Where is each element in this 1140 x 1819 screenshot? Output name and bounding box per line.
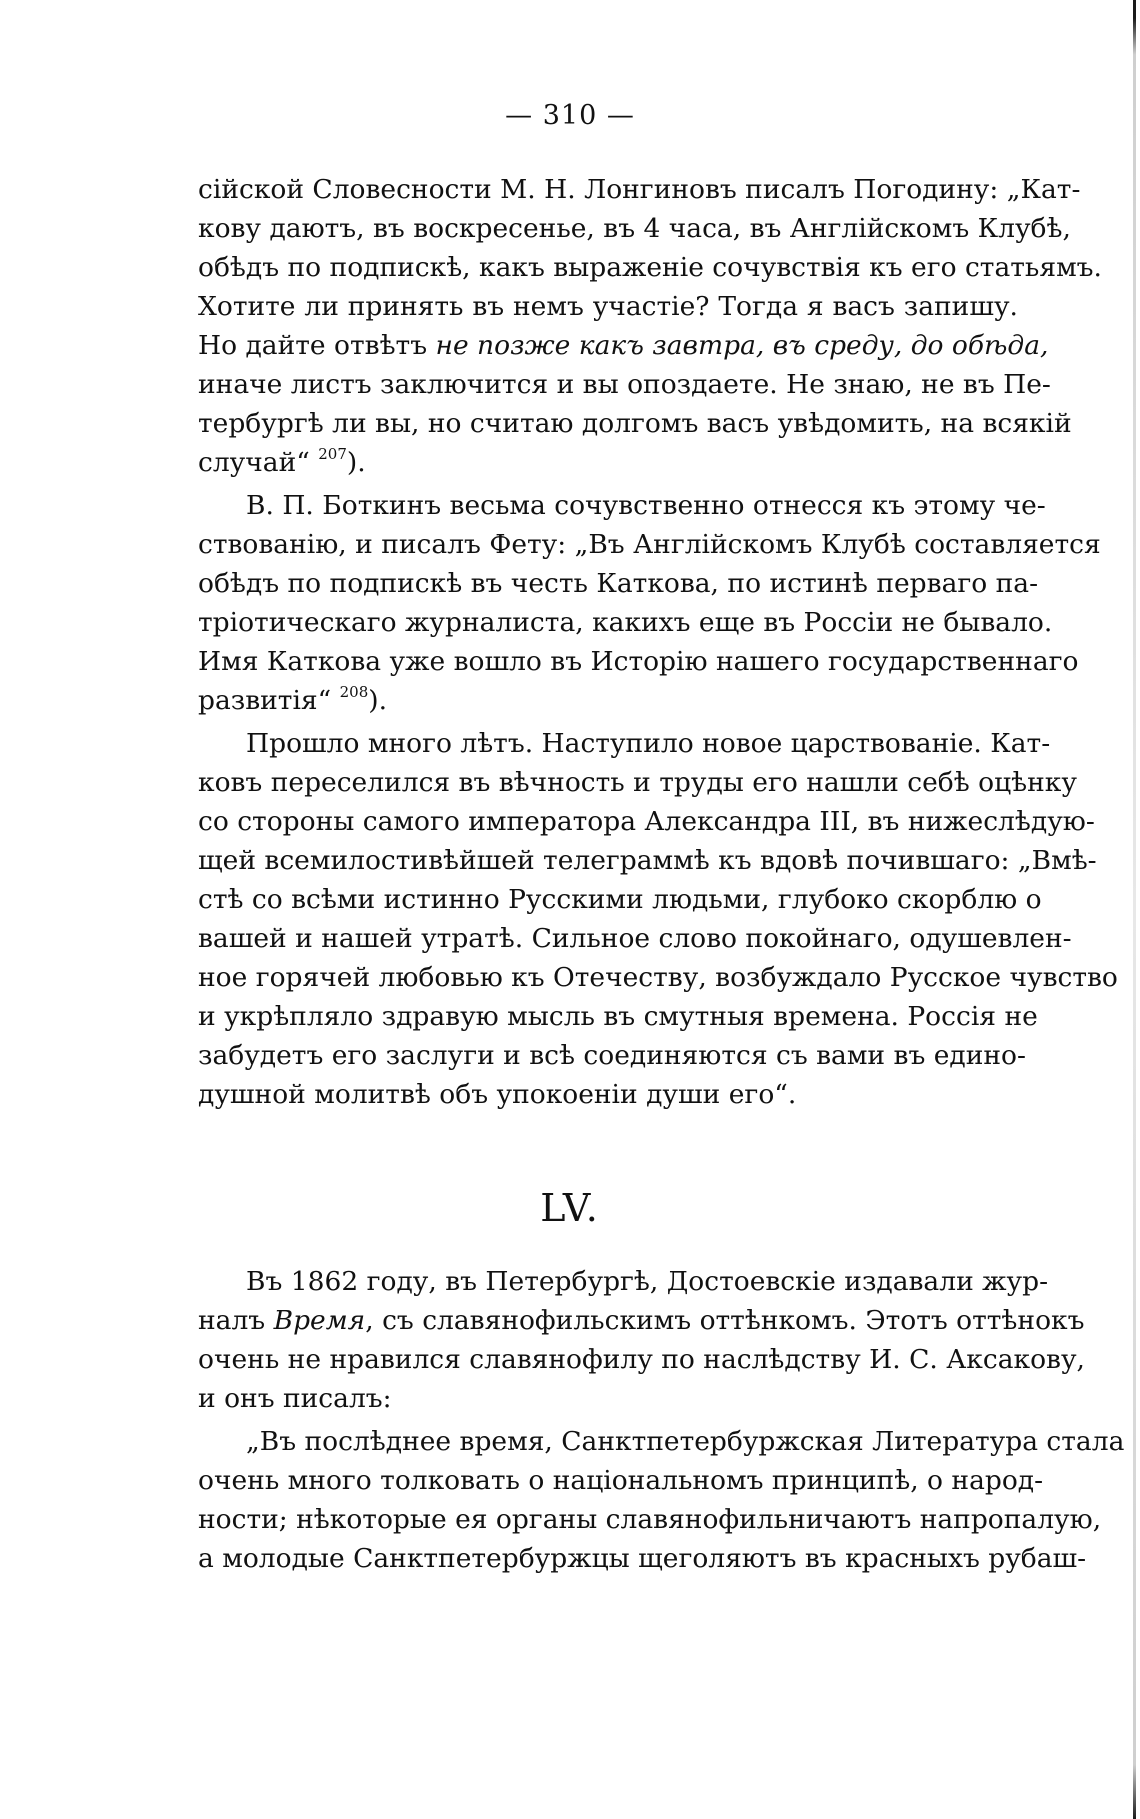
text-line: со стороны самого императора Александра III, въ нижеслѣдую- — [198, 806, 1095, 837]
text-line: и укрѣпляло здравую мысль въ смутныя времена. Россія не — [198, 1001, 1038, 1032]
text-line: тербургѣ ли вы, но считаю долгомъ васъ увѣдомить, на всякій — [198, 408, 1072, 439]
page-number: — 310 — — [505, 100, 635, 131]
text-line — [198, 326, 1049, 365]
text-line: стѣ со всѣми истинно Русскими людьми, глубоко скорблю о — [198, 884, 1042, 915]
text-fragment: случай“ — [198, 447, 310, 478]
text-line: сійской Словесности М. Н. Лонгиновъ писалъ Погодину: „Кат- — [198, 174, 1081, 205]
footnote-ref: 207 — [318, 445, 347, 463]
text-line: забудетъ его заслуги и всѣ соединяются съ вами въ едино- — [198, 1040, 1026, 1071]
text-line: В. П. Боткинъ весьма сочувственно отнесся къ этому че- — [246, 490, 1046, 521]
text-fragment: ). — [368, 685, 388, 716]
text-line: Хотите ли принять въ немъ участіе? Тогда я васъ запишу. — [198, 291, 1018, 322]
text-fragment: налъ — [198, 1305, 274, 1336]
text-line: „Въ послѣднее время, Санктпетербуржская Литература стала — [246, 1426, 1125, 1457]
text-line — [198, 1301, 1085, 1340]
italic-text: не позже какъ завтра, въ среду, до обѣда, — [435, 330, 1049, 361]
text-fragment: развитія“ — [198, 685, 332, 716]
text-line: иначе листъ заключится и вы опоздаете. Не знаю, не въ Пе- — [198, 369, 1051, 400]
footnote-ref: 208 — [339, 683, 369, 701]
text-fragment: ). — [346, 447, 366, 478]
section-heading: LV. — [540, 1186, 600, 1230]
text-line: кову даютъ, въ воскресенье, въ 4 часа, въ Англійскомъ Клубѣ, — [198, 213, 1071, 244]
text-fragment: Но дайте отвѣтъ — [198, 330, 436, 361]
text-line — [198, 681, 1018, 720]
text-line: обѣдъ по подпискѣ, какъ выраженіе сочувствія къ его статьямъ. — [198, 252, 1102, 283]
text-line: душной молитвѣ объ упокоеніи души его“. — [198, 1079, 797, 1110]
text-line: очень не нравился славянофилу по наслѣдству И. С. Аксакову, — [198, 1344, 1085, 1375]
text-line: ствованію, и писалъ Фету: „Въ Англійскомъ Клубѣ составляется — [198, 529, 1101, 560]
text-line: очень много толковать о національномъ принципѣ, о народ- — [198, 1465, 1044, 1496]
text-line — [198, 443, 1018, 482]
text-line: ности; нѣкоторые ея органы славянофильничаютъ напропалую, — [198, 1504, 1102, 1535]
main-text-block — [198, 170, 1118, 1114]
text-line: а молодые Санктпетербуржцы щеголяютъ въ красныхъ рубаш- — [198, 1543, 1087, 1574]
text-line: Прошло много лѣтъ. Наступило новое царствованіе. Кат- — [246, 728, 1051, 759]
text-line: тріотическаго журналиста, какихъ еще въ Россіи не бывало. — [198, 607, 1053, 638]
text-fragment: , съ славянофильскимъ оттѣнкомъ. Этотъ оттѣнокъ — [365, 1305, 1085, 1336]
text-line: ковъ переселился въ вѣчность и труды его нашли себѣ оцѣнку — [198, 767, 1077, 798]
text-line: и онъ писалъ: — [198, 1383, 392, 1414]
page-edge-rule — [1133, 0, 1136, 1819]
text-line: Имя Каткова уже вошло въ Исторію нашего государственнаго — [198, 646, 1079, 677]
text-line: щей всемилостивѣйшей телеграммѣ къ вдовѣ почившаго: „Вмѣ- — [198, 845, 1097, 876]
text-line: обѣдъ по подпискѣ въ честь Каткова, по истинѣ перваго па- — [198, 568, 1039, 599]
text-line: Въ 1862 году, въ Петербургѣ, Достоевскіе издавали жур- — [246, 1266, 1049, 1297]
text-line: вашей и нашей утратѣ. Сильное слово покойнаго, одушевлен- — [198, 923, 1072, 954]
section-text-block — [198, 1262, 1125, 1578]
text-line: ное горячей любовью къ Отечеству, возбуждало Русское чувство — [198, 962, 1118, 993]
italic-text: Время — [273, 1305, 366, 1336]
